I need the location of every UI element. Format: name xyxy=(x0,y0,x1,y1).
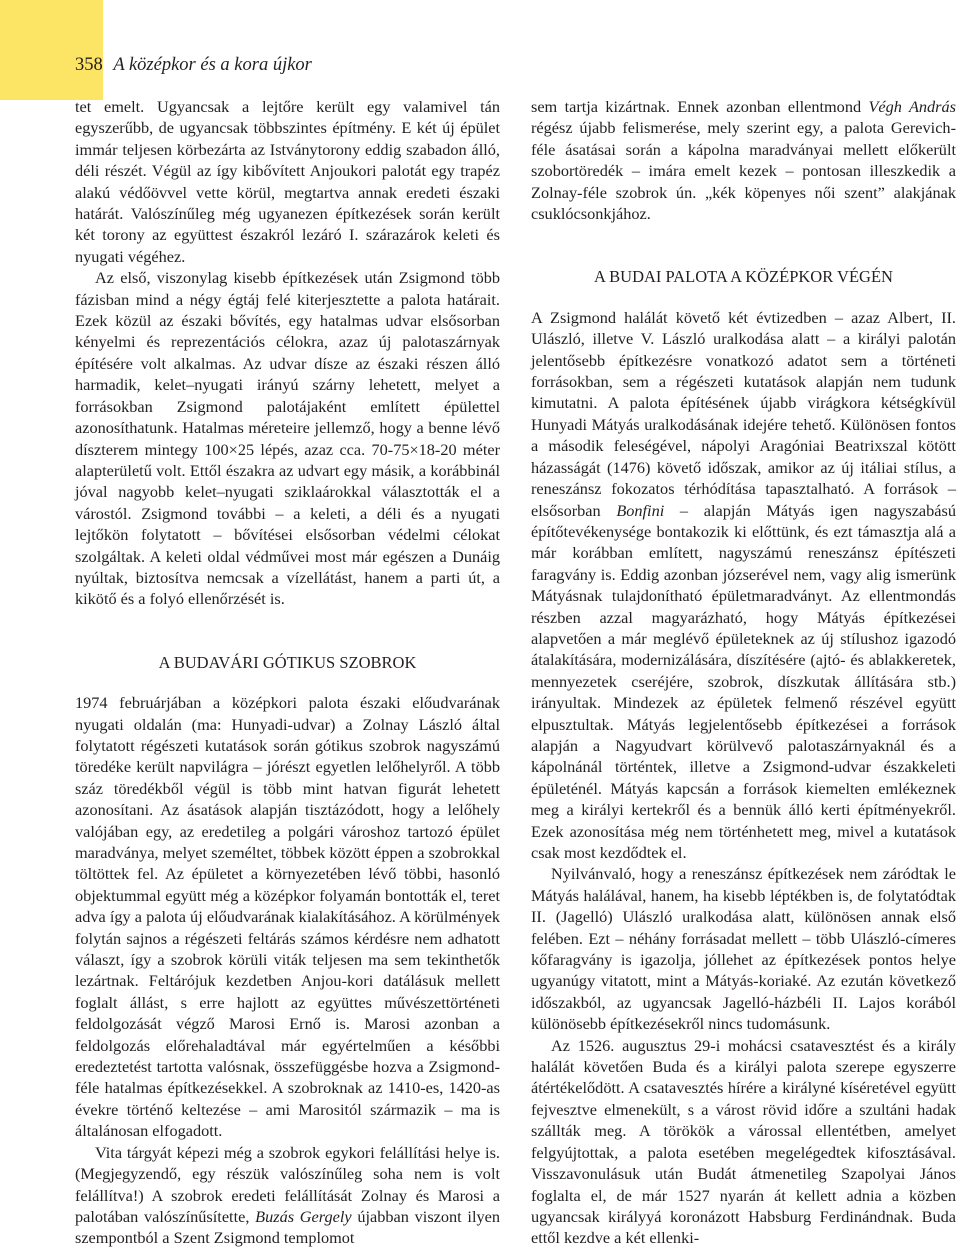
author-name-bonfini: Bonfini xyxy=(616,500,665,520)
left-column xyxy=(75,96,500,1249)
author-name-vegh: Végh András xyxy=(868,97,956,116)
corner-accent-block xyxy=(0,0,103,100)
left-paragraph-4-text-a: Vita tárgyát képezi még a szobrok egykori felállítási helye is. (Megjegyzendő, egy részük valószínűleg soha nem is volt felállítva!) A szobrok eredeti felállítását Zolnay és Marosi a palotában valószínűsítette, xyxy=(75,1142,500,1226)
running-header xyxy=(75,54,312,76)
left-paragraph-4 xyxy=(75,1142,500,1249)
section-heading-buda-palace: A BUDAI PALOTA A KÖZÉPKOR VÉGÉN xyxy=(594,267,893,287)
right-paragraph-3: Nyilvánvaló, hogy a reneszánsz építkezések nem záródtak le Mátyás halálával, hanem, ha kisebb léptékben is, de folytatódtak II. (Jagelló) Ulászló uralkodása alatt, különösen annak első felében. Ezt – néhány forrásadat mellett – több Ulászló-címeres kőfaragvány is igazolja, jóllehet az építkezések pontos helye ugyanúgy vitatott, mint a Mátyás-koriaké. Az ezután következő időszakból, az ugyancsak Jagelló-házbéli II. Lajos korából különösebb építkezésekről nincs tudomásunk. xyxy=(531,864,956,1034)
author-name-buzas: Buzás Gergely xyxy=(255,1206,352,1226)
right-paragraph-1-text-a: sem tartja kizártnak. Ennek azonban ellentmond xyxy=(531,97,869,116)
left-paragraph-1: tet emelt. Ugyancsak a lejtőre került egy valamivel tán egyszerűbb, de ugyancsak többszintes építmény. E két új épület immár teljesen körbezárta az Istványtorony eddig szabadon álló, déli részét. Végül az így kibővített Anjoukori palotát egy trapéz alakú védőövvel vette körül, megtartva annak eredeti északi határát. Valószínűleg még ugyanezen építkezések során került két torony az együttest északról lezáró I. szárazárok keleti és nyugati végéhez. xyxy=(75,97,500,266)
section-heading-gothic-statues: A BUDAVÁRI GÓTIKUS SZOBROK xyxy=(158,652,417,672)
right-paragraph-2 xyxy=(531,307,956,864)
left-paragraph-3: 1974 februárjában a középkori palota északi előudvarának nyugati oldalán (ma: Hunyadi-udvar) a Zolnay László által folytatott régészeti kutatások során gótikus szobrok nagyszámú töredéke került napvilágra – jórészt egyetlen lelőhelyről. A több száz töredékből végül is több mint hatvan figurát lehetett azonosítani. Az ásatások alapján tisztázódott, hogy a lelőhely valójában egy, az eredetileg a polgári városhoz tartozó épület maradványa, melyet személtet, többek között éppen a szobrokkal töltöttek fel. Az épületet a környezetében lévő többi, hasonló objektummal együtt még a középkor folyamán bontották el, teret adva így a palota új előudvarának kialakításához. A körülmények folytán sajnos a régészeti feltárás számos kérdésre nem adhatott választ, így a szobrok körüli viták teljesen ma sem tekinthetők lezártnak. Feltárójuk kezdetben Anjou-kori datálásuk mellett foglalt állást, s erre hajlott az együttes művészettörténeti feldolgozását végző Marosi Ernő is. Marosi azonban a feldolgozás előrehaladtával már egyértelműen a későbbi eredeztetést tartotta valósnak, összefüggésbe hozva a Zsigmond-féle hatalmas építkezésekkel. A szobroknak az 1410-es, 1420-as évekre történő keltezése – ami Marositól származik – ma is általánosan elfogadott. xyxy=(75,693,500,1141)
running-title: A középkor és a kora újkor xyxy=(113,55,312,75)
right-paragraph-1 xyxy=(531,96,956,224)
right-paragraph-4: Az 1526. augusztus 29-i mohácsi csatavesztést és a király halálát követően Buda és a királyi palota szerepe egyszerre átértékelődött. A csatavesztés hírére a királyné kíséretével együtt fejvesztve elmenekült, s a várost rövid időre a szultáni hadak szállták meg. A törökök a várossal ellentétben, amelyet felgyújtottak, a palota esetében megelégedtek kifosztásával. Visszavonulásuk után Budát átmenetileg Szapolyai János foglalta el, de már 1527 nyarán át kellett adnia a közben ugyancsak királyyá koronázott Habsburg Ferdinándnak. Buda ettől kezdve a két ellenki- xyxy=(531,1035,956,1248)
page-number: 358 xyxy=(75,55,103,75)
right-paragraph-2-text-b: – alapján Mátyás igen nagyszabású építőtevékenysége bontakozik ki előttünk, és ezt támasztja alá a már korábban említett, nagyszámú reneszánsz építészeti faragvány is. Eddig azonban józserével nem, vagy alig ismerünk Mátyásnak tulajdonítható épületmaradványt. Az ellentmondás részben azzal magyarázható, hogy Mátyás építkezései alapvetően a már meglévő épületeknek az új stílushoz igazodó átalakítására, modernizálására, díszítésére (ajtó- és ablakkeretek, mennyezetek cseréjére, szobrok, díszkutak állítására stb.) irányultak. Mindezek az épületek felmenő részével együtt elpusztultak. Mátyás legjelentősebb építkezései a források alapján a Nagyudvart körülvevő palotaszárnyaknál és a kápolnánál történtek, illetve a Zsigmond-udvar északkeleti épületénél. Mátyás kapcsán a források kiemelten emlékeznek meg a királyi kertekről és a bennük álló kerti építményekről. Ezek azonosítása még nem történhetett meg, mivel a kutatások csak most kezdődtek el. xyxy=(531,500,956,862)
left-paragraph-4-text-b: újabban viszont ilyen szempontból a Szent Zsigmond templomot xyxy=(75,1206,500,1248)
right-column xyxy=(531,96,956,1249)
right-paragraph-2-text-a: A Zsigmond halálát követő két évtizedben – azaz Albert, II. Ulászló, illetve V. László uralkodása alatt – a királyi palotán jelentősebb építkezésre vonatkozó adatot sem a történeti forrásokban, sem a régészeti kutatások alapján nem tudunk kimutatni. A palota építésének újabb virágkora kétségkívül Hunyadi Mátyás uralkodásának idejére tehető. Különösen fontos a második feleségével, nápolyi Aragóniai Beatrixszal kötött házasságát (1476) követő időszak, amikor az új itáliai stílus, a reneszánsz fokozatos térhódítása tapasztalható. A források – elsősorban xyxy=(531,307,956,520)
right-paragraph-1-text-b: régész újabb felismerése, mely szerint egy, a palota Gerevich-féle ásatásai során a kápolna maradványai mellett előkerült szobortöredék – imára emelt kezek – pontosan illeszkedik a Zolnay-féle szobrok ún. „kék köpenyes női szent” alakjának csuklócsonkjához. xyxy=(531,118,956,224)
left-paragraph-2: Az első, viszonylag kisebb építkezések után Zsigmond több fázisban mind a négy égtáj felé kiterjesztette a palota határait. Ezek közül az északi bővítés, egy hatalmas udvar elsősorban kényelmi és reprezentációs célokra, azaz új palotaszárnyak építésére volt alkalmas. Az udvar dísze az északi részen álló harmadik, kelet–nyugati irányú szárny lehetett, melyet a forrásokban Zsigmond palotájaként említett épülettel azonosíthatunk. Hatalmas méreteire jellemző, hogy a benne lévő díszterem mintegy 100×25 lépés, azaz cca. 70-75×18-20 méter alapterületű volt. Ettől északra az udvart egy másik, a korábbinál jóval nagyobb kelet–nyugati sziklaárokkal választották el a várostól. Zsigmond további – a keleti, a déli és a nyugati lejtőkön folytatott – bővítései elsősorban védelmi célokat szolgáltak. A keleti oldal védművei most már egészen a Dunáig nyúltak, biztosítva nemcsak a vízellátást, hanem a parti út, a kikötő és a folyó ellenőrzését is. xyxy=(75,268,500,609)
